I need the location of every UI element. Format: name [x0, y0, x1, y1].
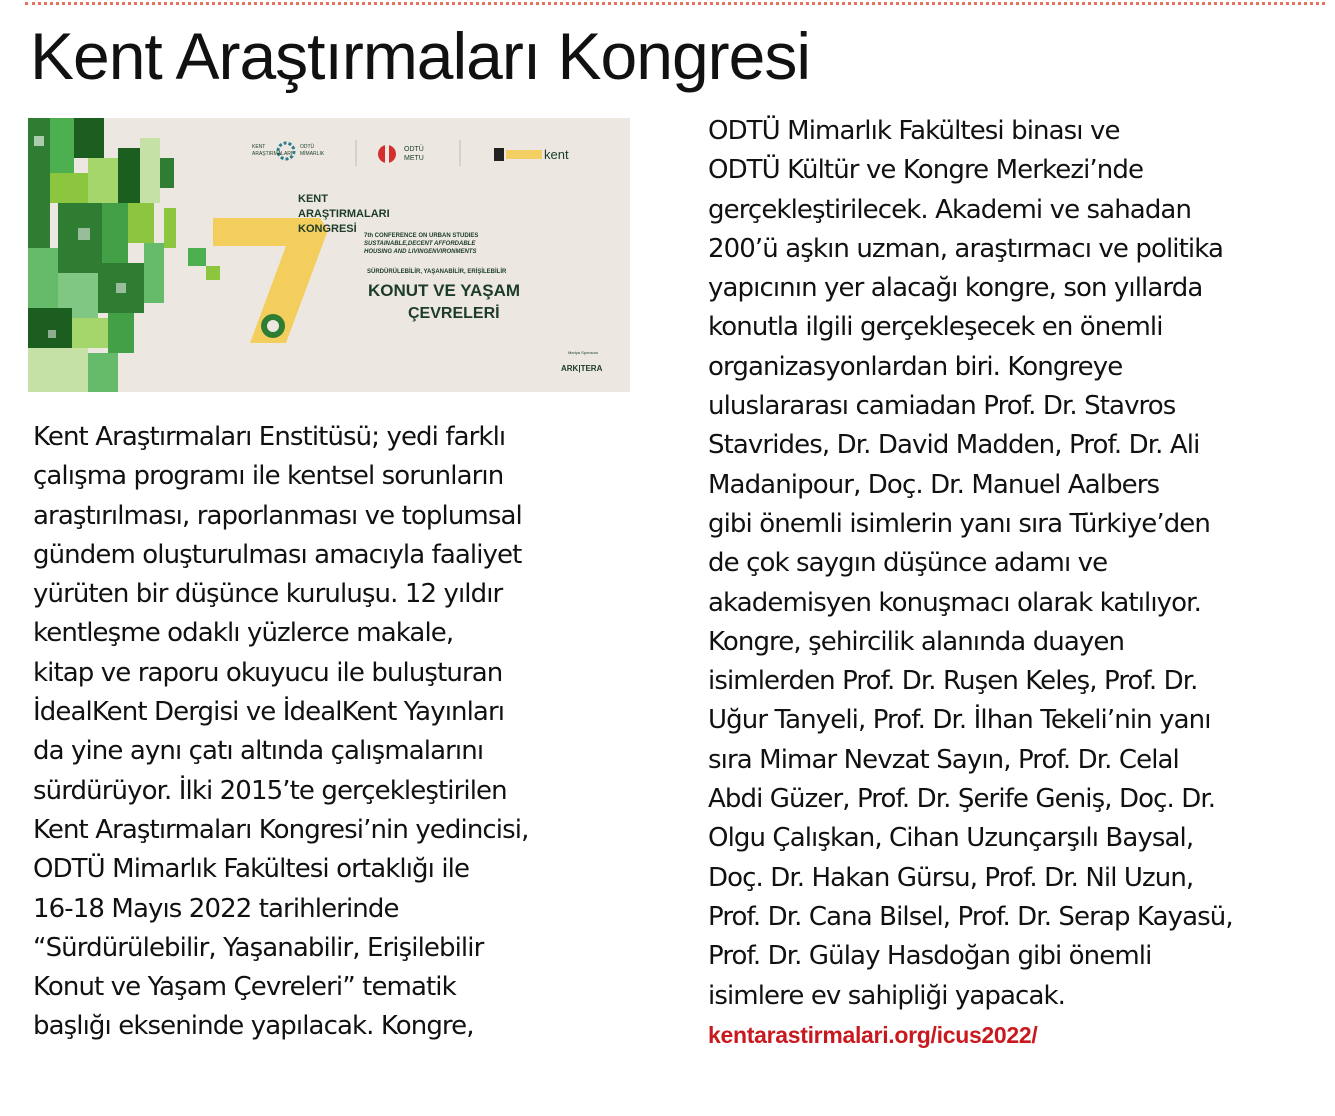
text-line: Madanipour, Doç. Dr. Manuel Aalbers	[708, 469, 1160, 500]
text-line: organizasyonlardan biri. Kongreye	[708, 351, 1123, 382]
text-line: de çok saygın düşünce adamı ve	[708, 548, 1108, 579]
svg-text:KONUT VE YAŞAM: KONUT VE YAŞAM	[368, 281, 521, 300]
svg-text:SUSTAINABLE,DECENT AFFORDABLE: SUSTAINABLE,DECENT AFFORDABLE	[364, 241, 476, 247]
text-line: kitap ve raporu okuyucu ile buluşturan	[33, 657, 503, 688]
text-line: sıra Mimar Nevzat Sayın, Prof. Dr. Celal	[708, 744, 1179, 775]
svg-text:KONGRESİ: KONGRESİ	[298, 223, 357, 235]
text-line: Stavrides, Dr. David Madden, Prof. Dr. Ali	[708, 430, 1200, 461]
text-line: ODTÜ Mimarlık Fakültesi binası ve	[708, 116, 1120, 146]
svg-text:METU: METU	[404, 155, 424, 162]
text-line: Kent Araştırmaları Kongresi’nin yedincisi,	[33, 814, 529, 845]
text-line: konutla ilgili gerçekleşecek en önemli	[708, 312, 1163, 343]
svg-text:ODTÜ: ODTÜ	[300, 144, 315, 150]
text-line: Doç. Dr. Hakan Gürsu, Prof. Dr. Nil Uzun,	[708, 862, 1194, 893]
text-line: başlığı ekseninde yapılacak. Kongre,	[33, 1011, 474, 1042]
text-line: gibi önemli isimlerin yanı sıra Türkiye’den	[708, 508, 1210, 539]
text-line: isimlerden Prof. Dr. Ruşen Keleş, Prof. Dr.	[708, 666, 1198, 697]
text-line: araştırılması, raporlanması ve toplumsal	[33, 500, 522, 531]
svg-text:ARAŞTIRMALARI: ARAŞTIRMALARI	[252, 151, 293, 157]
conference-poster-image	[28, 118, 630, 392]
svg-text:MİMARLIK: MİMARLIK	[300, 151, 325, 157]
text-line: Kent Araştırmaları Enstitüsü; yedi farklı	[33, 422, 506, 452]
text-line: İdealKent Dergisi ve İdealKent Yayınları	[33, 697, 505, 728]
text-line: ODTÜ Mimarlık Fakültesi ortaklığı ile	[33, 854, 470, 885]
text-line: Prof. Dr. Cana Bilsel, Prof. Dr. Serap Kayasü,	[708, 901, 1233, 932]
text-line: Uğur Tanyeli, Prof. Dr. İlhan Tekeli’nin yanı	[708, 705, 1211, 736]
text-line: ODTÜ Kültür ve Kongre Merkezi’nde	[708, 155, 1144, 186]
svg-text:SÜRDÜRÜLEBİLİR, YAŞANABİLİR, E: SÜRDÜRÜLEBİLİR, YAŞANABİLİR, ERİŞİLEBİLİR	[367, 269, 507, 275]
text-line: yapıcının yer alacağı kongre, son yıllarda	[708, 273, 1203, 304]
text-line: sürdürüyor. İlki 2015’te gerçekleştirilen	[33, 775, 507, 806]
svg-text:KENT: KENT	[252, 144, 266, 150]
text-line: akademisyen konuşmacı olarak katılıyor.	[708, 587, 1201, 618]
svg-text:Medya Sponsoru: Medya Sponsoru	[568, 350, 599, 355]
svg-text:ODTÜ: ODTÜ	[404, 146, 424, 153]
svg-text:ÇEVRELERİ: ÇEVRELERİ	[408, 305, 500, 322]
text-line: kentleşme odaklı yüzlerce makale,	[33, 618, 454, 649]
text-line: isimlere ev sahipliği yapacak.	[708, 980, 1065, 1011]
text-line: yürüten bir düşünce kuruluşu. 12 yıldır	[33, 579, 503, 610]
text-line: Kongre, şehircilik alanında duayen	[708, 626, 1125, 657]
svg-text:ARAŞTIRMALARI: ARAŞTIRMALARI	[298, 208, 390, 220]
poster-graphic	[28, 118, 630, 392]
svg-text:kent: kent	[544, 147, 569, 162]
article-body-left-column	[33, 418, 673, 1047]
top-dotted-rule	[25, 2, 1325, 5]
text-line: uluslararası camiadan Prof. Dr. Stavros	[708, 391, 1176, 422]
svg-text:7th CONFERENCE ON URBAN STUDIE: 7th CONFERENCE ON URBAN STUDIES	[364, 233, 479, 239]
svg-text:ARK|TERA: ARK|TERA	[561, 364, 603, 373]
text-line: “Sürdürülebilir, Yaşanabilir, Erişilebilir	[33, 932, 484, 963]
text-line: 200’ü aşkın uzman, araştırmacı ve politika	[708, 233, 1223, 264]
text-line: gerçekleştirilecek. Akademi ve sahadan	[708, 194, 1192, 225]
text-line: Olgu Çalışkan, Cihan Uzunçarşılı Baysal,	[708, 823, 1194, 854]
website-link[interactable]: kentarastirmalari.org/icus2022/	[708, 1022, 1038, 1048]
text-line: 16-18 Mayıs 2022 tarihlerinde	[33, 893, 399, 924]
text-line: Konut ve Yaşam Çevreleri” tematik	[33, 972, 456, 1003]
svg-text:HOUSING AND LIVINGENVIRONMENTS: HOUSING AND LIVINGENVIRONMENTS	[364, 249, 477, 255]
svg-text:KENT: KENT	[298, 193, 328, 205]
text-line: gündem oluşturulması amacıyla faaliyet	[33, 539, 522, 570]
article-body-right-column	[708, 112, 1333, 1016]
text-line: çalışma programı ile kentsel sorunların	[33, 461, 504, 492]
text-line: Abdi Güzer, Prof. Dr. Şerife Geniş, Doç. Dr.	[708, 784, 1216, 815]
article-title: Kent Araştırmaları Kongresi	[30, 19, 811, 93]
text-line: Prof. Dr. Gülay Hasdoğan gibi önemli	[708, 941, 1152, 972]
text-line: da yine aynı çatı altında çalışmalarını	[33, 736, 484, 767]
